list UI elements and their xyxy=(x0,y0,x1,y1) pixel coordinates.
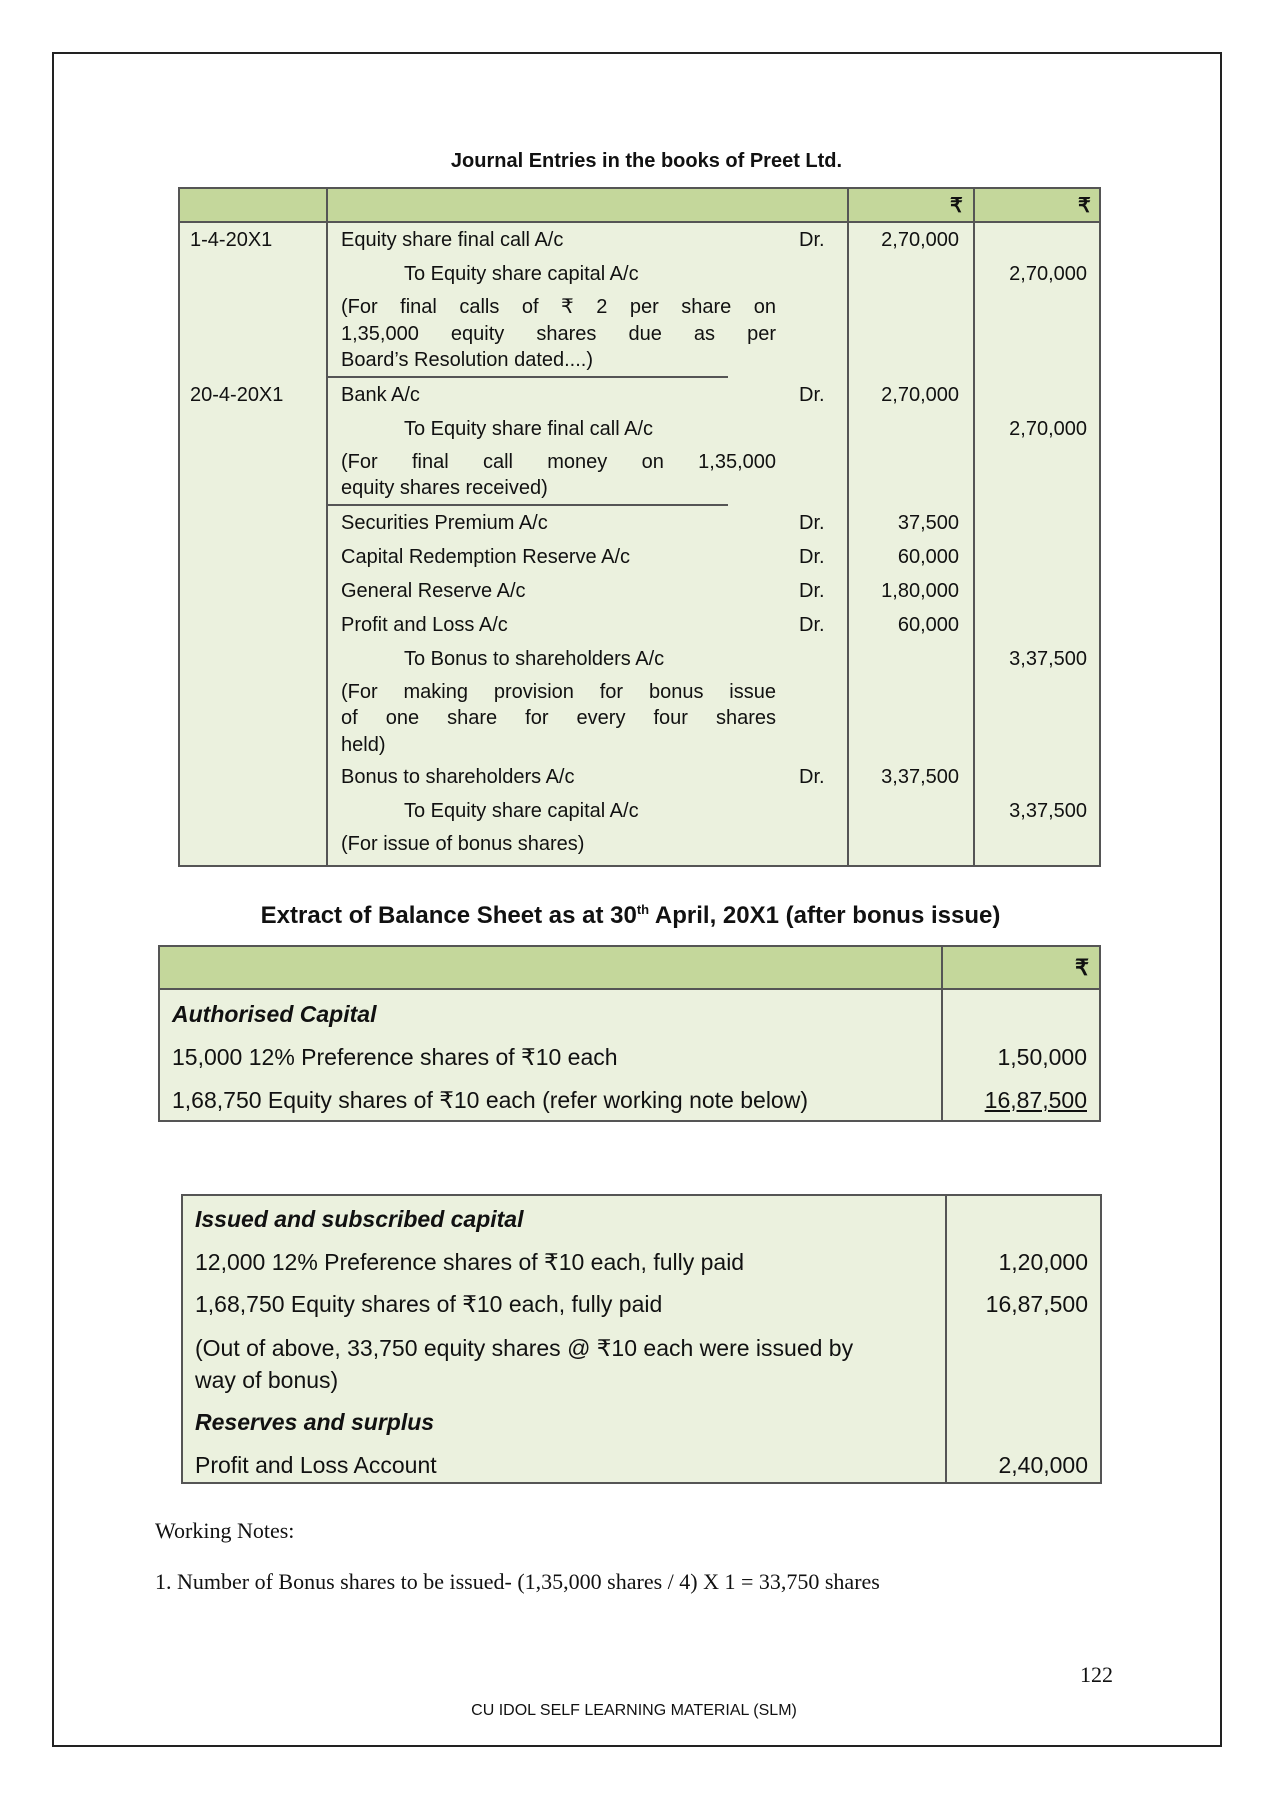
narration xyxy=(341,449,776,502)
balance-sheet-title: Extract of Balance Sheet as at 30th April, 20X1 (after bonus issue) xyxy=(260,902,1001,929)
credit-amount: 3,37,500 xyxy=(1009,800,1087,822)
credit-amount: 2,70,000 xyxy=(1009,417,1087,440)
debit-amount: 60,000 xyxy=(897,613,959,636)
journal-table xyxy=(178,187,1101,867)
narration-line: (For issue of bonus shares) xyxy=(341,833,585,855)
dr-label: Dr. xyxy=(799,579,825,602)
narration xyxy=(341,831,776,858)
narration-line: (For making provision for bonus issue xyxy=(341,680,776,703)
narration xyxy=(341,294,776,374)
row-amount: 1,50,000 xyxy=(997,1044,1087,1070)
row-text: 1,68,750 Equity shares of ₹10 each, fully paid xyxy=(195,1291,663,1317)
section-heading: Authorised Capital xyxy=(172,1001,377,1027)
debit-amount: 2,70,000 xyxy=(881,229,959,251)
rupee-icon: ₹ xyxy=(1075,955,1089,980)
account-name: General Reserve A/c xyxy=(341,579,526,602)
account-name: Capital Redemption Reserve A/c xyxy=(341,545,631,568)
entry-date: 20-4-20X1 xyxy=(190,383,284,406)
row-text: 1,68,750 Equity shares of ₹10 each (refer working note below) xyxy=(172,1087,808,1113)
rupee-icon: ₹ xyxy=(950,195,963,217)
debit-amount: 1,80,000 xyxy=(881,579,959,602)
narration-line: (For final calls of ₹ 2 per share on xyxy=(341,296,776,318)
issued-capital-table xyxy=(181,1194,1102,1484)
rupee-icon: ₹ xyxy=(1078,195,1091,217)
narration xyxy=(341,679,776,759)
credit-amount: 3,37,500 xyxy=(1009,647,1087,670)
row-amount: 16,87,500 xyxy=(985,1291,1088,1317)
journal-title: Journal Entries in the books of Preet Ltd. xyxy=(450,150,843,172)
row-text: 12,000 12% Preference shares of ₹10 each, fully paid xyxy=(195,1249,745,1275)
entry-separator xyxy=(326,376,728,378)
account-name: Profit and Loss A/c xyxy=(341,613,508,636)
narration-line: held) xyxy=(341,733,386,756)
debit-amount: 37,500 xyxy=(897,511,959,534)
entry-separator xyxy=(326,504,728,506)
narration-line: Board’s Resolution dated....) xyxy=(341,349,594,371)
section-heading: Reserves and surplus xyxy=(195,1409,435,1435)
debit-amount: 3,37,500 xyxy=(881,766,959,788)
row-amount: 2,40,000 xyxy=(998,1452,1088,1478)
account-name: To Equity share capital A/c xyxy=(404,263,639,285)
account-name: Securities Premium A/c xyxy=(341,511,548,534)
narration-line: (For final call money on 1,35,000 xyxy=(341,450,776,473)
account-name: To Equity share final call A/c xyxy=(404,417,654,440)
section-heading: Issued and subscribed capital xyxy=(195,1206,524,1232)
working-note-item: 1. Number of Bonus shares to be issued- (1,35,000 shares / 4) X 1 = 33,750 shares xyxy=(155,1569,880,1594)
page-number: 122 xyxy=(1080,1662,1113,1687)
dr-label: Dr. xyxy=(799,229,825,251)
row-amount: 16,87,500 xyxy=(984,1087,1087,1113)
account-name: Equity share final call A/c xyxy=(341,229,564,251)
dr-label: Dr. xyxy=(799,383,825,406)
authorised-capital-table xyxy=(158,945,1101,1122)
entry-date: 1-4-20X1 xyxy=(190,229,273,251)
narration-line: 1,35,000 equity shares due as per xyxy=(341,322,776,345)
dr-label: Dr. xyxy=(799,545,825,568)
credit-amount: 2,70,000 xyxy=(1009,263,1087,285)
dr-label: Dr. xyxy=(799,613,825,636)
row-text: 15,000 12% Preference shares of ₹10 each xyxy=(172,1044,618,1070)
account-name: Bank A/c xyxy=(341,383,420,406)
account-name: Bonus to shareholders A/c xyxy=(341,766,575,788)
row-text: (Out of above, 33,750 equity shares @ ₹10 each were issued by xyxy=(195,1335,854,1361)
row-text: way of bonus) xyxy=(195,1367,339,1393)
dr-label: Dr. xyxy=(799,511,825,534)
dr-label: Dr. xyxy=(799,766,825,788)
narration-line: equity shares received) xyxy=(341,477,548,499)
debit-amount: 60,000 xyxy=(897,545,959,568)
row-text: Profit and Loss Account xyxy=(195,1452,437,1478)
footer: CU IDOL SELF LEARNING MATERIAL (SLM) xyxy=(471,1702,797,1719)
narration-line: of one share for every four shares xyxy=(341,707,776,729)
debit-amount: 2,70,000 xyxy=(881,383,959,406)
account-name: To Equity share capital A/c xyxy=(404,800,639,822)
account-name: To Bonus to shareholders A/c xyxy=(404,647,665,670)
working-notes-heading: Working Notes: xyxy=(155,1518,295,1543)
row-amount: 1,20,000 xyxy=(998,1249,1088,1275)
